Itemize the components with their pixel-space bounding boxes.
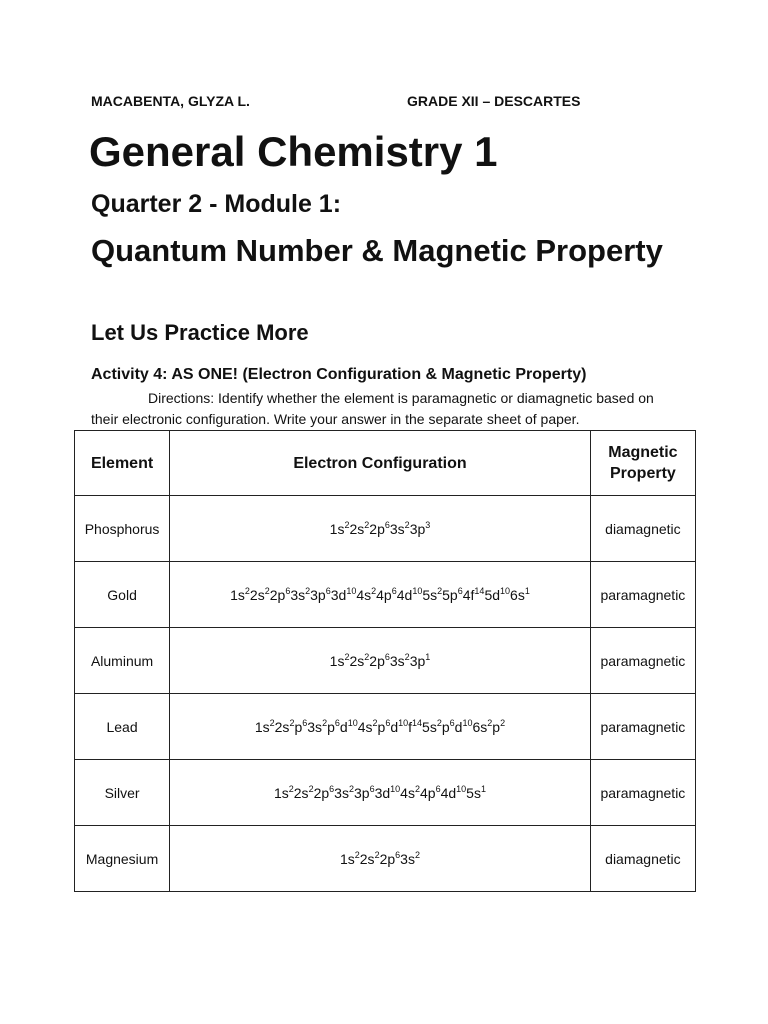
configuration-table	[74, 430, 696, 892]
header-electron-configuration: Electron Configuration	[170, 431, 591, 496]
activity-heading: Activity 4: AS ONE! (Electron Configuration & Magnetic Property)	[91, 366, 587, 383]
configuration-cell: $1s^22s^2p^63s^2p^6d^{10}4s^2p^6d^{10}f^{14}5s^2p^6d^{10}6s^2p^2$	[170, 694, 591, 760]
property-cell: diamagnetic	[590, 826, 695, 892]
element-cell: Lead	[75, 694, 170, 760]
header-magnetic-property: Magnetic Property	[590, 431, 695, 496]
property-cell: diamagnetic	[590, 496, 695, 562]
table-row	[75, 826, 696, 892]
element-cell: Magnesium	[75, 826, 170, 892]
grade-section: GRADE XII – DESCARTES	[407, 93, 581, 109]
configuration-cell: $1s^22s^22p^63s^23p^63d^{10}4s^24p^64d^{10}5s^1$	[170, 760, 591, 826]
table-header-row	[75, 431, 696, 496]
property-cell: paramagnetic	[590, 628, 695, 694]
property-cell: paramagnetic	[590, 694, 695, 760]
configuration-cell: $1s^22s^22p^63s^23p^63d^{10}4s^24p^64d^{10}5s^25p^64f^{14}5d^{10}6s^1$	[170, 562, 591, 628]
element-cell: Gold	[75, 562, 170, 628]
table-row	[75, 760, 696, 826]
property-cell: paramagnetic	[590, 760, 695, 826]
configuration-cell: $1s^22s^22p^63s^23p^1$	[170, 628, 591, 694]
table-row	[75, 628, 696, 694]
element-cell: Aluminum	[75, 628, 170, 694]
property-cell: paramagnetic	[590, 562, 695, 628]
section-heading: Let Us Practice More	[91, 320, 309, 345]
configuration-cell: $1s^22s^22p^63s^23p^3$	[170, 496, 591, 562]
table-row	[75, 562, 696, 628]
element-cell: Silver	[75, 760, 170, 826]
configuration-cell: $1s^22s^22p^63s^2$	[170, 826, 591, 892]
table-row	[75, 694, 696, 760]
module-topic: Quantum Number & Magnetic Property	[91, 233, 663, 268]
element-cell: Phosphorus	[75, 496, 170, 562]
document-title: General Chemistry 1	[89, 128, 498, 175]
table-row	[75, 496, 696, 562]
directions-text: Directions: Identify whether the element is paramagnetic or diamagnetic based on their electronic configuration. Write your answer in the separate sheet of paper.	[91, 390, 654, 427]
module-subtitle: Quarter 2 - Module 1:	[91, 190, 342, 218]
document-header	[91, 93, 691, 111]
header-element: Element	[75, 431, 170, 496]
student-name: MACABENTA, GLYZA L.	[91, 93, 250, 109]
